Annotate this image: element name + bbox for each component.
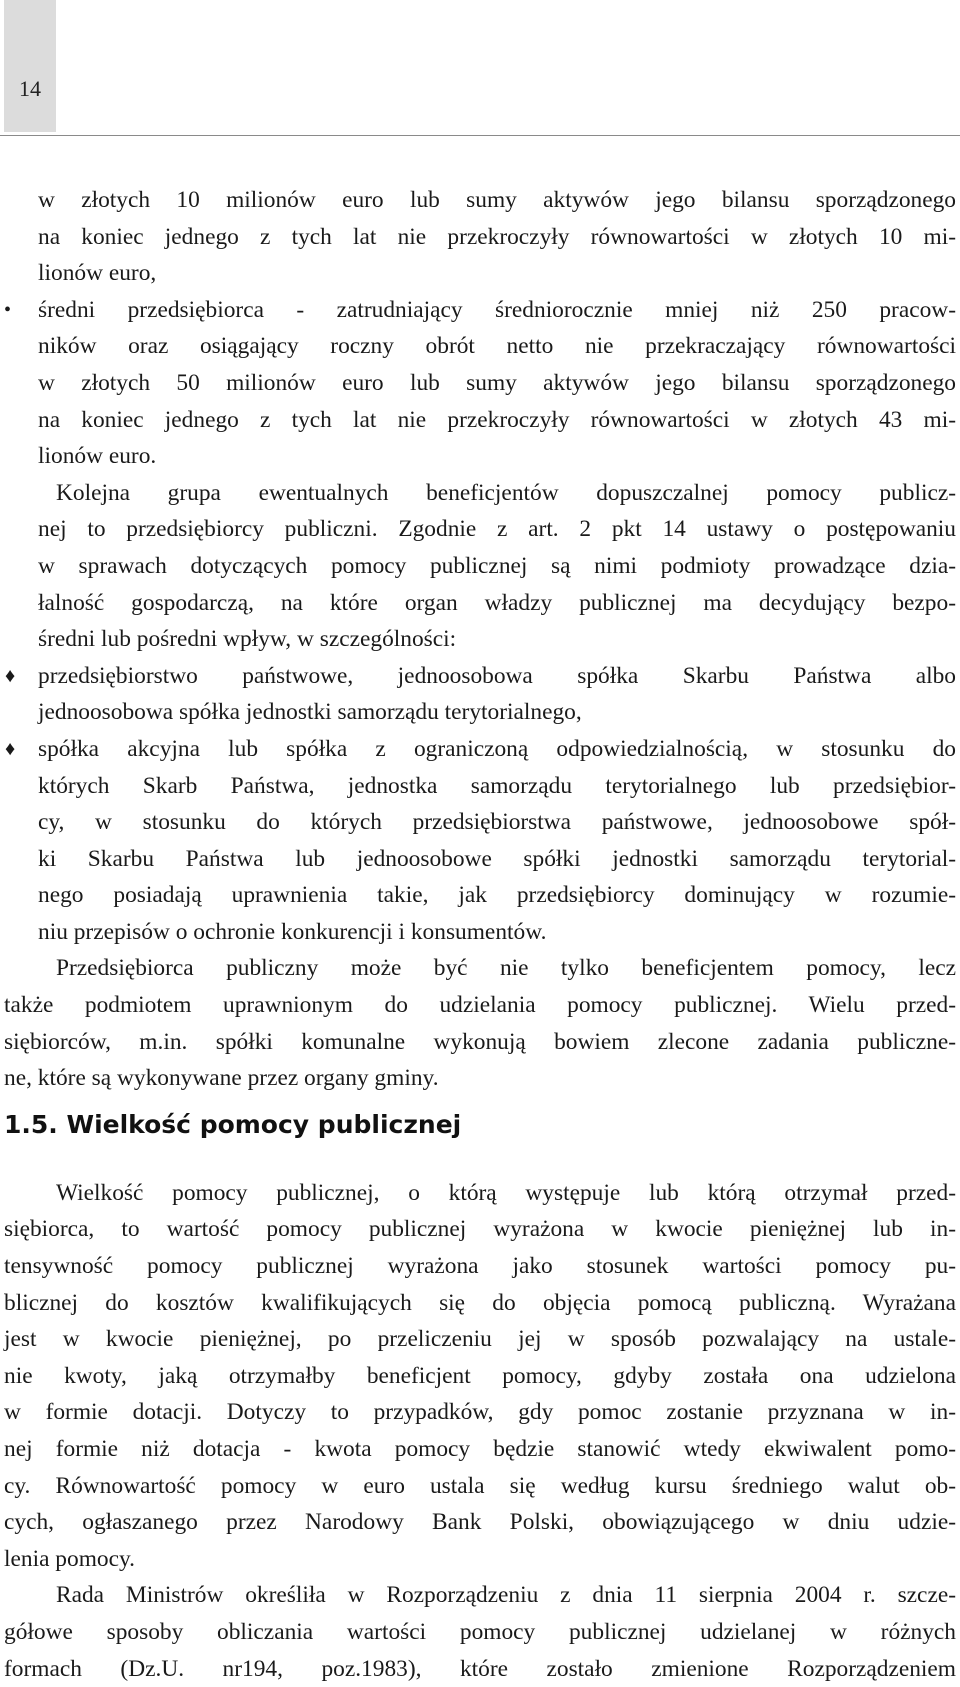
header-rule: [0, 135, 960, 136]
section-heading: 1.5. Wielkość pomocy publicznej: [4, 1109, 462, 1139]
paragraph-public-entrepreneurs: [0, 475, 956, 658]
bullet-item-medium-enterprise: [0, 292, 956, 475]
text-line: siębiorców, m.in. spółki komunalne wykonują bowiem zlecone zadania publiczne-: [4, 1028, 956, 1055]
text-line: niu przepisów o ochronie konkurencji i konsumentów.: [38, 918, 547, 945]
text-line: w złotych 50 milionów euro lub sumy aktywów jego bilansu sporządzonego: [38, 369, 956, 396]
continuation-text: [0, 182, 956, 292]
text-line: formach (Dz.U. nr194, poz.1983), które zostało zmienione Rozporządzeniem: [4, 1655, 956, 1682]
text-line: tensywność pomocy publicznej wyrażona jako stosunek wartości pomocy pu-: [4, 1253, 956, 1280]
page-number: 14: [19, 76, 41, 101]
text-line: blicznej do kosztów kwalifikujących się do objęcia pomocą publiczną. Wyrażana: [4, 1289, 956, 1316]
text-line: nie kwoty, jaką otrzymałby beneficjent pomocy, gdyby została ona udzielona: [4, 1362, 956, 1389]
text-line: nej to przedsiębiorcy publiczni. Zgodnie z art. 2 pkt 14 ustawy o postępowaniu: [38, 516, 956, 543]
text-line: łalność gospodarczą, na które organ władzy publicznej ma decydujący bezpo-: [38, 589, 956, 616]
text-line: nej formie niż dotacja - kwota pomocy będzie stanowić wtedy ekwiwalent pomo-: [4, 1436, 956, 1462]
text-line: lionów euro.: [38, 443, 157, 470]
text-line: ki Skarbu Państwa lub jednoosobowe spółki jednostki samorządu terytorial-: [38, 845, 956, 872]
text-line: Przedsiębiorca publiczny może być nie tylko beneficjentem pomocy, lecz: [56, 955, 956, 982]
text-line: siębiorca, to wartość pomocy publicznej wyrażona w kwocie pieniężnej lub in-: [4, 1216, 956, 1243]
text-line: lionów euro,: [38, 260, 157, 287]
diamond-item-state-enterprise: [0, 658, 956, 731]
text-line: jest w kwocie pieniężnej, po przeliczeniu jej w sposób pozwalający na ustale-: [4, 1326, 956, 1353]
text-line: ników oraz osiągający roczny obrót netto nie przekraczający równowartości: [38, 333, 956, 360]
paragraph-aid-size: [0, 1175, 956, 1578]
text-line: gółowe sposoby obliczania wartości pomocy publicznej udzielanej w różnych: [4, 1618, 956, 1645]
paragraph-regulation: [0, 1577, 956, 1687]
page-number-tab: [4, 0, 56, 132]
text-line: cy. Równowartość pomocy w euro ustala się według kursu średniego walut ob-: [4, 1472, 956, 1499]
bullet-icon: •: [4, 298, 12, 321]
text-line: w sprawach dotyczących pomocy publicznej są nimi podmioty prowadzące dzia-: [38, 552, 956, 579]
text-line: w formie dotacji. Dotyczy to przypadków, gdy pomoc zostanie przyznana w in-: [4, 1399, 956, 1426]
text-line: cy, w stosunku do których przedsiębiorstwa państwowe, jednoosobowe spół-: [38, 809, 956, 836]
text-line: ne, które są wykonywane przez organy gminy.: [4, 1065, 439, 1092]
text-line: lenia pomocy.: [4, 1545, 135, 1572]
text-line: Kolejna grupa ewentualnych beneficjentów dopuszczalnej pomocy publicz-: [56, 479, 956, 506]
text-line: przedsiębiorstwo państwowe, jednoosobowa spółka Skarbu Państwa albo: [38, 662, 956, 689]
text-line: na koniec jednego z tych lat nie przekroczyły równowartości w złotych 10 mi-: [38, 223, 956, 250]
text-line: Wielkość pomocy publicznej, o którą występuje lub którą otrzymał przed-: [56, 1179, 956, 1206]
text-line: których Skarb Państwa, jednostka samorządu terytorialnego lub przedsiębior-: [38, 772, 956, 799]
text-line: średni przedsiębiorca - zatrudniający średniorocznie mniej niż 250 pracow-: [38, 296, 956, 323]
text-line: nego posiadają uprawnienia takie, jak przedsiębiorcy dominujący w rozumie-: [38, 882, 956, 909]
diamond-item-company: [0, 731, 956, 951]
diamond-bullet-icon: ♦: [5, 664, 16, 687]
page-body: [0, 182, 956, 1687]
text-line: także podmiotem uprawnionym do udzielania pomocy publicznej. Wielu przed-: [4, 992, 956, 1019]
text-line: Rada Ministrów określiła w Rozporządzeniu z dnia 11 sierpnia 2004 r. szcze-: [56, 1582, 956, 1609]
text-line: cych, ogłaszanego przez Narodowy Bank Polski, obowiązującego w dniu udzie-: [4, 1509, 956, 1536]
text-line: jednoosobowa spółka jednostki samorządu terytorialnego,: [38, 699, 582, 726]
text-line: spółka akcyjna lub spółka z ograniczoną odpowiedzialnością, w stosunku do: [38, 735, 956, 762]
text-line: na koniec jednego z tych lat nie przekroczyły równowartości w złotych 43 mi-: [38, 406, 956, 433]
text-line: średni lub pośredni wpływ, w szczególności:: [38, 626, 457, 653]
text-line: w złotych 10 milionów euro lub sumy aktywów jego bilansu sporządzonego: [38, 187, 956, 213]
diamond-bullet-icon: ♦: [5, 737, 16, 760]
paragraph-public-entrepreneur-role: [0, 950, 956, 1096]
